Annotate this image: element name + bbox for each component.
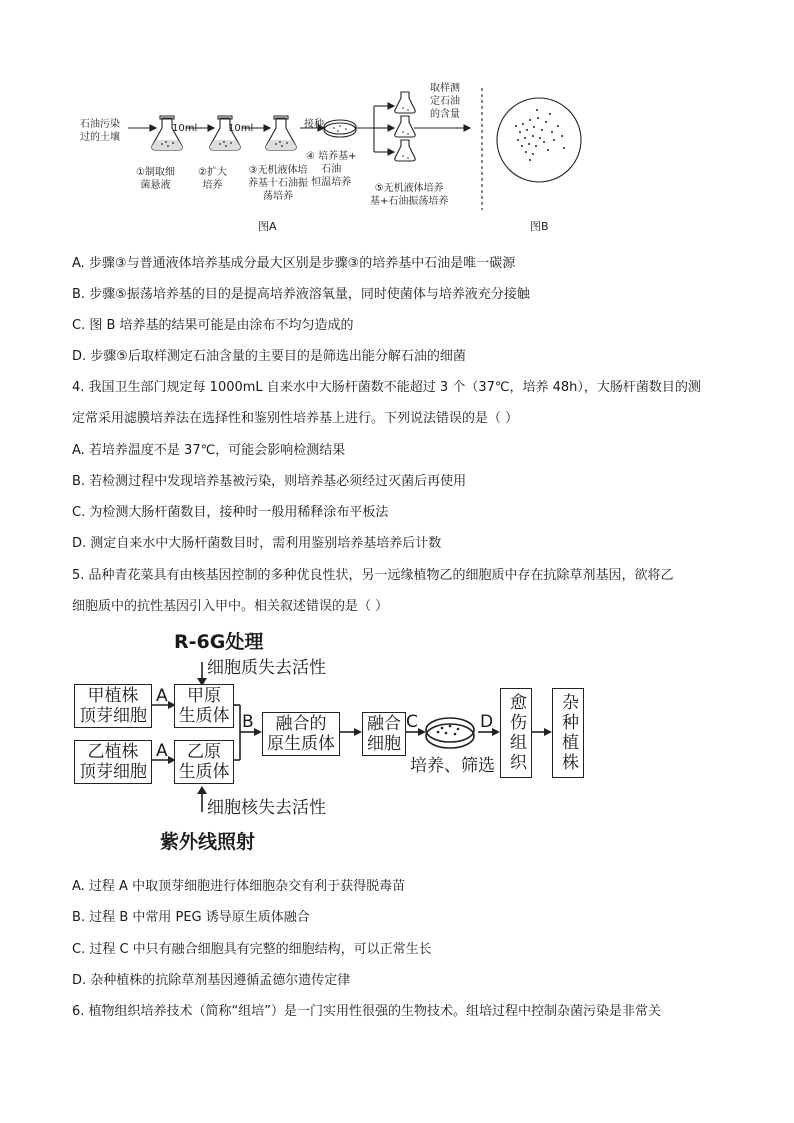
inoculate-label: 接种 (304, 119, 324, 130)
q4-stem-line1: 4. 我国卫生部门规定每 1000mL 自来水中大肠杆菌数不能超过 3 个（37℃，培养 48h），大肠杆菌数目的测 (72, 380, 701, 395)
plant-a-box: 甲植株 顶芽细胞 (74, 684, 152, 728)
protoplast-fusion-diagram (70, 628, 670, 864)
step4-label: ④ 培养基+ 石油 恒温培养 (306, 151, 357, 188)
q4-option-d: D. 测定自来水中大肠杆菌数目时，需利用鉴别培养基培养后计数 (72, 536, 442, 551)
q5-option-a: A. 过程 A 中取顶芽细胞进行体细胞杂交有利于获得脱毒苗 (72, 879, 406, 894)
r6g-label: R-6G处理 (174, 631, 264, 653)
q3-option-a: A. 步骤③与普通液体培养基成分最大区别是步骤③的培养基中石油是唯一碳源 (72, 256, 516, 271)
fused-cell-box: 融合 细胞 (362, 712, 406, 756)
uv-label: 紫外线照射 (160, 831, 256, 853)
culture-screen-label: 培养、筛选 (410, 756, 495, 776)
step2-label: ②扩大 培养 (198, 167, 227, 191)
step5-label: ⑤无机液体培养 基+石油振荡培养 (370, 183, 449, 207)
fused-proto-box: 融合的 原生质体 (262, 712, 340, 756)
q4-stem-line2: 定常采用滤膜培养法在选择性和鉴别性培养基上进行。下列说法错误的是（ ） (72, 411, 519, 426)
q3-option-c: C. 图 B 培养基的结果可能是由涂布不均匀造成的 (72, 318, 354, 333)
step-b-label: B (242, 712, 254, 732)
proto-a-box: 甲原 生质体 (174, 684, 234, 728)
q3-option-b: B. 步骤⑤振荡培养基的目的是提高培养液溶氧量，同时使菌体与培养液充分接触 (72, 287, 530, 302)
plant-b-box: 乙植株 顶芽细胞 (74, 740, 152, 784)
caption-a: 图A (258, 220, 277, 233)
q5-option-d: D. 杂种植株的抗除草剂基因遵循孟德尔遗传定律 (72, 973, 351, 988)
caption-b: 图B (530, 220, 549, 233)
q5-option-b: B. 过程 B 中常用 PEG 诱导原生质体融合 (72, 910, 310, 925)
step-a-label-bottom: A (156, 741, 168, 761)
q4-option-b: B. 若检测过程中发现培养基被污染，则培养基必须经过灭菌后再使用 (72, 474, 467, 489)
soil-label: 石油污染 过的土壤 (80, 119, 120, 143)
measure-label: 取样测 定石油 的含量 (430, 83, 460, 120)
step-a-label-top: A (156, 686, 168, 706)
hybrid-plant-box: 杂种植株 (552, 688, 584, 778)
step3-label: ③无机液体培 养基十石油振 荡培养 (248, 165, 308, 202)
q5-stem-line2: 细胞质中的抗性基因引入甲中。相关叙述错误的是（ ） (72, 599, 389, 614)
volume-label-2: 10ml (228, 123, 254, 134)
q4-option-a: A. 若培养温度不是 37℃，可能会影响检测结果 (72, 443, 346, 458)
step-d-label: D (480, 712, 494, 732)
cytoplasm-inactive-label: 细胞质失去活性 (207, 658, 326, 678)
proto-b-box: 乙原 生质体 (174, 740, 234, 784)
step1-label: ①制取细 菌悬液 (136, 167, 175, 191)
figure-drawing (78, 80, 718, 240)
volume-label-1: 10ml (172, 123, 198, 134)
q4-option-c: C. 为检测大肠杆菌数目，接种时一般用稀释涂布平板法 (72, 505, 389, 520)
q6-stem-line1: 6. 植物组织培养技术（简称“组培”）是一门实用性很强的生物技术。组培过程中控制杂菌污染是非常关 (72, 1004, 662, 1019)
q5-stem-line1: 5. 品种青花菜具有由核基因控制的多种优良性状，另一远缘植物乙的细胞质中存在抗除草剂基因，欲将乙 (72, 568, 674, 583)
nucleus-inactive-label: 细胞核失去活性 (207, 798, 326, 818)
callus-box: 愈伤组织 (500, 688, 532, 778)
step-c-label: C (406, 712, 418, 732)
figure-a-b (78, 80, 718, 240)
q3-option-d: D. 步骤⑤后取样测定石油含量的主要目的是筛选出能分解石油的细菌 (72, 349, 466, 364)
q5-option-c: C. 过程 C 中只有融合细胞具有完整的细胞结构，可以正常生长 (72, 942, 432, 957)
